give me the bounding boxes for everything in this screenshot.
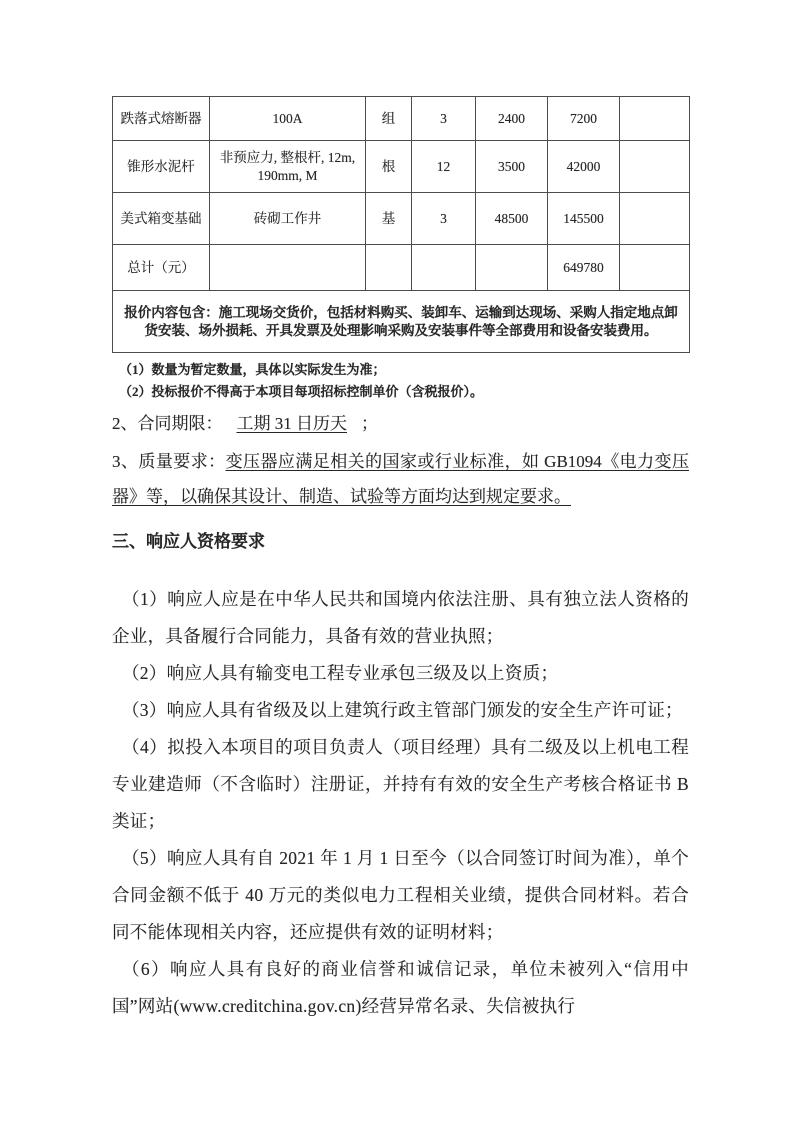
cell-spec: 非预应力, 整根杆, 12m, 190mm, M xyxy=(210,141,366,193)
cell-unit xyxy=(366,245,412,291)
quote-note-row xyxy=(113,291,690,353)
qualification-item-6: （6）响应人具有良好的商业信誉和诚信记录，单位未被列入“信用中国”网站(www.creditchina.gov.cn)经营异常名录、失信被执行 xyxy=(112,959,689,1016)
cell-remark xyxy=(620,245,690,291)
cell-total-amount: 649780 xyxy=(548,245,620,291)
quote-note-text: 报价内容包含：施工现场交货价，包括材料购买、装卸车、运输到达现场、采购人指定地点卸货安装、场外损耗、开具发票及处理影响采购及安装事件等全部费用和设备安装费用。 xyxy=(113,291,690,353)
quality-requirement-value: 变压器应满足相关的国家或行业标准，如 GB1094《电力变压器》等，以确保其设计、制造、试验等方面均达到规定要求。 xyxy=(112,452,689,506)
qualification-item-5: （5）响应人具有自 2021 年 1 月 1 日至今（以合同签订时间为准），单个合同金额不低于 40 万元的类似电力工程相关业绩，提供合同材料。若合同不能体现相关内容，还应提供有效的证明材料； xyxy=(112,848,689,942)
table-footnotes xyxy=(119,359,689,403)
cell-qty xyxy=(412,245,476,291)
table-row xyxy=(113,193,690,245)
cell-qty: 3 xyxy=(412,97,476,141)
qualification-item-2: （2）响应人具有输变电工程专业承包三级及以上资质； xyxy=(122,663,559,683)
footnote-price-limit: （2）投标报价不得高于本项目每项招标控制单价（含税报价）。 xyxy=(119,384,484,399)
cell-unit: 组 xyxy=(366,97,412,141)
contract-period-suffix: ； xyxy=(361,414,378,433)
cell-unit-price: 48500 xyxy=(476,193,548,245)
cell-item-name: 跌落式熔断器 xyxy=(113,97,210,141)
contract-period-value: 工期 31 日历天 xyxy=(236,414,347,433)
section-heading-qualifications: 三、响应人资格要求 xyxy=(112,532,265,551)
table-row xyxy=(113,97,690,141)
cell-item-name: 美式箱变基础 xyxy=(113,193,210,245)
qualification-item-4: （4）拟投入本项目的项目负责人（项目经理）具有二级及以上机电工程专业建造师（不含临时）注册证，并持有有效的安全生产考核合格证书 B 类证； xyxy=(112,737,689,831)
quality-requirement-clause xyxy=(112,444,689,514)
cell-unit-price: 3500 xyxy=(476,141,548,193)
cell-spec xyxy=(210,245,366,291)
cell-unit-price xyxy=(476,245,548,291)
footnote-quantity: （1）数量为暂定数量，具体以实际发生为准； xyxy=(119,362,386,377)
cell-unit: 基 xyxy=(366,193,412,245)
cell-spec: 砖砌工作井 xyxy=(210,193,366,245)
cell-total-label: 总计（元） xyxy=(113,245,210,291)
quality-requirement-label: 3、质量要求： xyxy=(112,452,226,471)
qualification-items xyxy=(112,581,689,1025)
cell-amount: 7200 xyxy=(548,97,620,141)
qualification-item-3: （3）响应人具有省级及以上建筑行政主管部门颁发的安全生产许可证； xyxy=(122,700,683,720)
cell-remark xyxy=(620,97,690,141)
quotation-table xyxy=(112,96,690,353)
contract-period-label: 2、合同期限： xyxy=(112,414,223,433)
total-row xyxy=(113,245,690,291)
page-content xyxy=(112,96,689,1025)
qualification-item-1: （1）响应人应是在中华人民共和国境内依法注册、具有独立法人资格的企业，具备履行合同能力，具备有效的营业执照； xyxy=(112,589,689,646)
cell-qty: 12 xyxy=(412,141,476,193)
cell-unit-price: 2400 xyxy=(476,97,548,141)
contract-period-clause xyxy=(112,410,689,437)
cell-remark xyxy=(620,193,690,245)
cell-unit: 根 xyxy=(366,141,412,193)
table-row xyxy=(113,141,690,193)
cell-item-name: 锥形水泥杆 xyxy=(113,141,210,193)
cell-amount: 145500 xyxy=(548,193,620,245)
cell-qty: 3 xyxy=(412,193,476,245)
cell-remark xyxy=(620,141,690,193)
cell-spec: 100A xyxy=(210,97,366,141)
cell-amount: 42000 xyxy=(548,141,620,193)
